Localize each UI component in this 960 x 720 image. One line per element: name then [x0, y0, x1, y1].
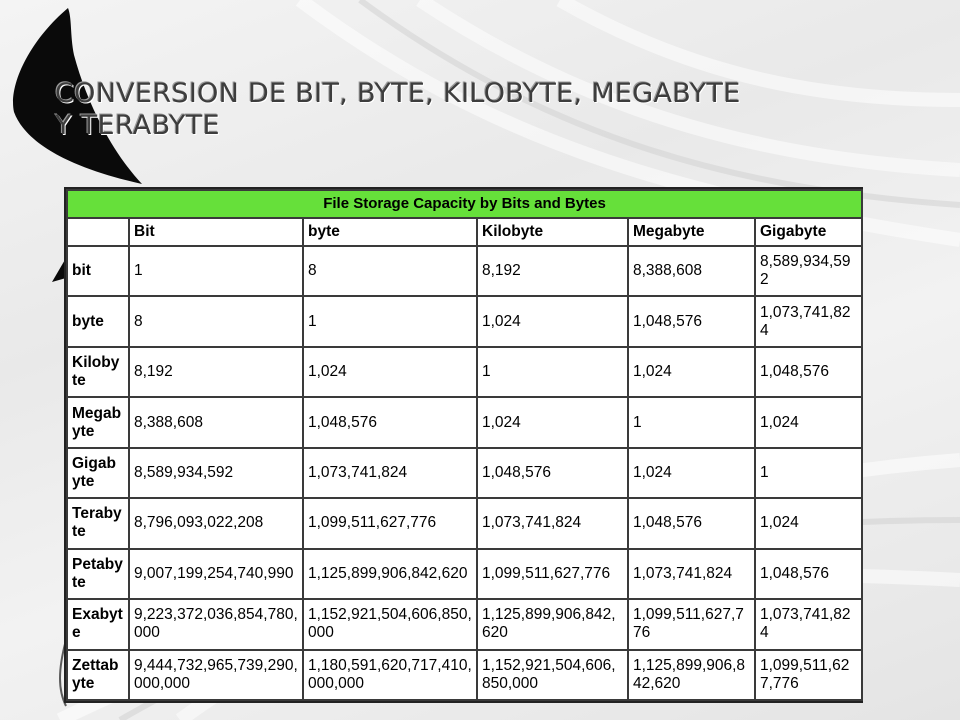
table-cell: 1,180,591,620,717,410,000,000 — [303, 650, 477, 701]
table-cell: 1,152,921,504,606,850,000 — [303, 599, 477, 649]
table-cell: 1,099,511,627,776 — [303, 498, 477, 548]
table-cell: 8 — [129, 296, 303, 346]
row-header: byte — [67, 296, 129, 346]
table-cell: 8,796,093,022,208 — [129, 498, 303, 548]
table-cell: 1,073,741,824 — [755, 599, 862, 649]
table-cell: 1,024 — [477, 397, 628, 447]
table-cell: 9,223,372,036,854,780,000 — [129, 599, 303, 649]
table-cell: 1,024 — [628, 448, 755, 498]
column-header: Gigabyte — [755, 218, 862, 246]
table-cell: 1,048,576 — [303, 397, 477, 447]
table-cell: 1,048,576 — [477, 448, 628, 498]
table-cell: 9,007,199,254,740,990 — [129, 549, 303, 599]
table-cell: 1 — [477, 347, 628, 397]
storage-conversion-table — [66, 189, 863, 701]
row-header: Exabyte — [67, 599, 129, 649]
table-row — [67, 599, 862, 649]
slide-title: CONVERSION DE BIT, BYTE, KILOBYTE, MEGABYTE Y TERABYTE — [55, 78, 741, 141]
table-row — [67, 246, 862, 296]
table-row — [67, 397, 862, 447]
table-row — [67, 296, 862, 346]
column-header: Megabyte — [628, 218, 755, 246]
table-cell: 8,589,934,592 — [129, 448, 303, 498]
table-cell: 1,152,921,504,606,850,000 — [477, 650, 628, 701]
table-cell: 8,192 — [477, 246, 628, 296]
table-row — [67, 498, 862, 548]
table-cell: 1,125,899,906,842,620 — [628, 650, 755, 701]
row-header: Petabyte — [67, 549, 129, 599]
row-header: Terabyte — [67, 498, 129, 548]
table-caption-row — [67, 190, 862, 218]
column-header: Kilobyte — [477, 218, 628, 246]
table-cell: 1,099,511,627,776 — [628, 599, 755, 649]
storage-table-container — [64, 187, 863, 703]
table-cell: 1,024 — [755, 397, 862, 447]
table-cell: 1,024 — [755, 498, 862, 548]
table-cell: 1,073,741,824 — [303, 448, 477, 498]
table-cell: 8,388,608 — [129, 397, 303, 447]
row-header: Gigabyte — [67, 448, 129, 498]
column-header: Bit — [129, 218, 303, 246]
table-cell: 1,099,511,627,776 — [755, 650, 862, 701]
table-cell: 8 — [303, 246, 477, 296]
table-caption: File Storage Capacity by Bits and Bytes — [67, 190, 862, 218]
table-cell: 1,024 — [628, 347, 755, 397]
corner-cell — [67, 218, 129, 246]
row-header: Zettabyte — [67, 650, 129, 701]
table-cell: 1,048,576 — [628, 498, 755, 548]
table-cell: 8,192 — [129, 347, 303, 397]
table-cell: 1,125,899,906,842,620 — [303, 549, 477, 599]
table-cell: 8,388,608 — [628, 246, 755, 296]
table-cell: 1,048,576 — [755, 549, 862, 599]
row-header: Kilobyte — [67, 347, 129, 397]
table-header-row — [67, 218, 862, 246]
table-row — [67, 448, 862, 498]
table-cell: 1 — [303, 296, 477, 346]
table-cell: 9,444,732,965,739,290,000,000 — [129, 650, 303, 701]
table-cell: 8,589,934,592 — [755, 246, 862, 296]
table-cell: 1,024 — [303, 347, 477, 397]
table-cell: 1,048,576 — [755, 347, 862, 397]
column-header: byte — [303, 218, 477, 246]
table-cell: 1 — [129, 246, 303, 296]
table-cell: 1 — [628, 397, 755, 447]
table-cell: 1,073,741,824 — [755, 296, 862, 346]
table-row — [67, 549, 862, 599]
table-cell: 1,099,511,627,776 — [477, 549, 628, 599]
table-cell: 1,024 — [477, 296, 628, 346]
table-cell: 1 — [755, 448, 862, 498]
table-cell: 1,073,741,824 — [477, 498, 628, 548]
table-row — [67, 347, 862, 397]
table-cell: 1,048,576 — [628, 296, 755, 346]
table-cell: 1,125,899,906,842,620 — [477, 599, 628, 649]
table-cell: 1,073,741,824 — [628, 549, 755, 599]
table-row — [67, 650, 862, 701]
row-header: Megabyte — [67, 397, 129, 447]
row-header: bit — [67, 246, 129, 296]
